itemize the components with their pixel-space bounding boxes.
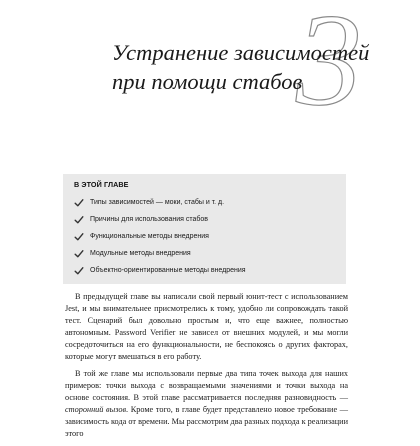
paragraph-2-end: . Кроме того, в главе будет представлено новое требование — зависимость кода от времени. Мы рассмотрим два разных подхода к реализации этого bbox=[65, 405, 348, 438]
chapter-title-line-2: при помощи стабов bbox=[112, 69, 303, 94]
list-item bbox=[74, 228, 338, 245]
list-item bbox=[74, 262, 338, 279]
chapter-title bbox=[112, 38, 412, 96]
check-icon bbox=[74, 266, 84, 276]
list-item-label: Типы зависимостей — моки, стабы и т. д. bbox=[90, 199, 225, 206]
paragraph-1: В предыдущей главе вы написали свой первый юнит-тест с использованием Jest, и мы внимательнее присмотрелись к тому, удобно ли сопровождать такой тест. Сценарий был довольно простым и, что еще важнее, полностью автономным. Password Verifier не зависел от внешних модулей, и мы могли сосредоточиться на его функциональности, не беспокоясь о других факторах, которые могут вмешаться в его работу. bbox=[65, 292, 348, 361]
list-item bbox=[74, 211, 338, 228]
body-text bbox=[65, 291, 348, 446]
list-item-label: Модульные методы внедрения bbox=[90, 250, 191, 257]
list-item-label: Объектно-ориентированные методы внедрения bbox=[90, 267, 246, 274]
check-icon bbox=[74, 215, 84, 225]
box-heading: В ЭТОЙ ГЛАВЕ bbox=[74, 180, 129, 189]
box-list bbox=[74, 194, 338, 279]
chapter-number: 3 bbox=[296, 0, 362, 133]
list-item bbox=[74, 245, 338, 262]
check-icon bbox=[74, 198, 84, 208]
check-icon bbox=[74, 232, 84, 242]
chapter-title-line-1: Устранение зависимостей bbox=[112, 40, 370, 65]
list-item bbox=[74, 194, 338, 211]
list-item-label: Функциональные методы внедрения bbox=[90, 233, 209, 240]
paragraph-2-emphasis: сторонний вызов bbox=[65, 405, 127, 415]
in-this-chapter-box bbox=[63, 174, 346, 284]
paragraph-2 bbox=[65, 368, 348, 439]
check-icon bbox=[74, 249, 84, 259]
paragraph-2-start: В той же главе мы использовали первые два типа точек выхода для наших примеров: точки выхода с возвращаемыми значениями и точки выхода на основе состояния. В этой главе рассматривается последняя разновидность — bbox=[65, 369, 348, 403]
list-item-label: Причины для использования стабов bbox=[90, 216, 209, 223]
